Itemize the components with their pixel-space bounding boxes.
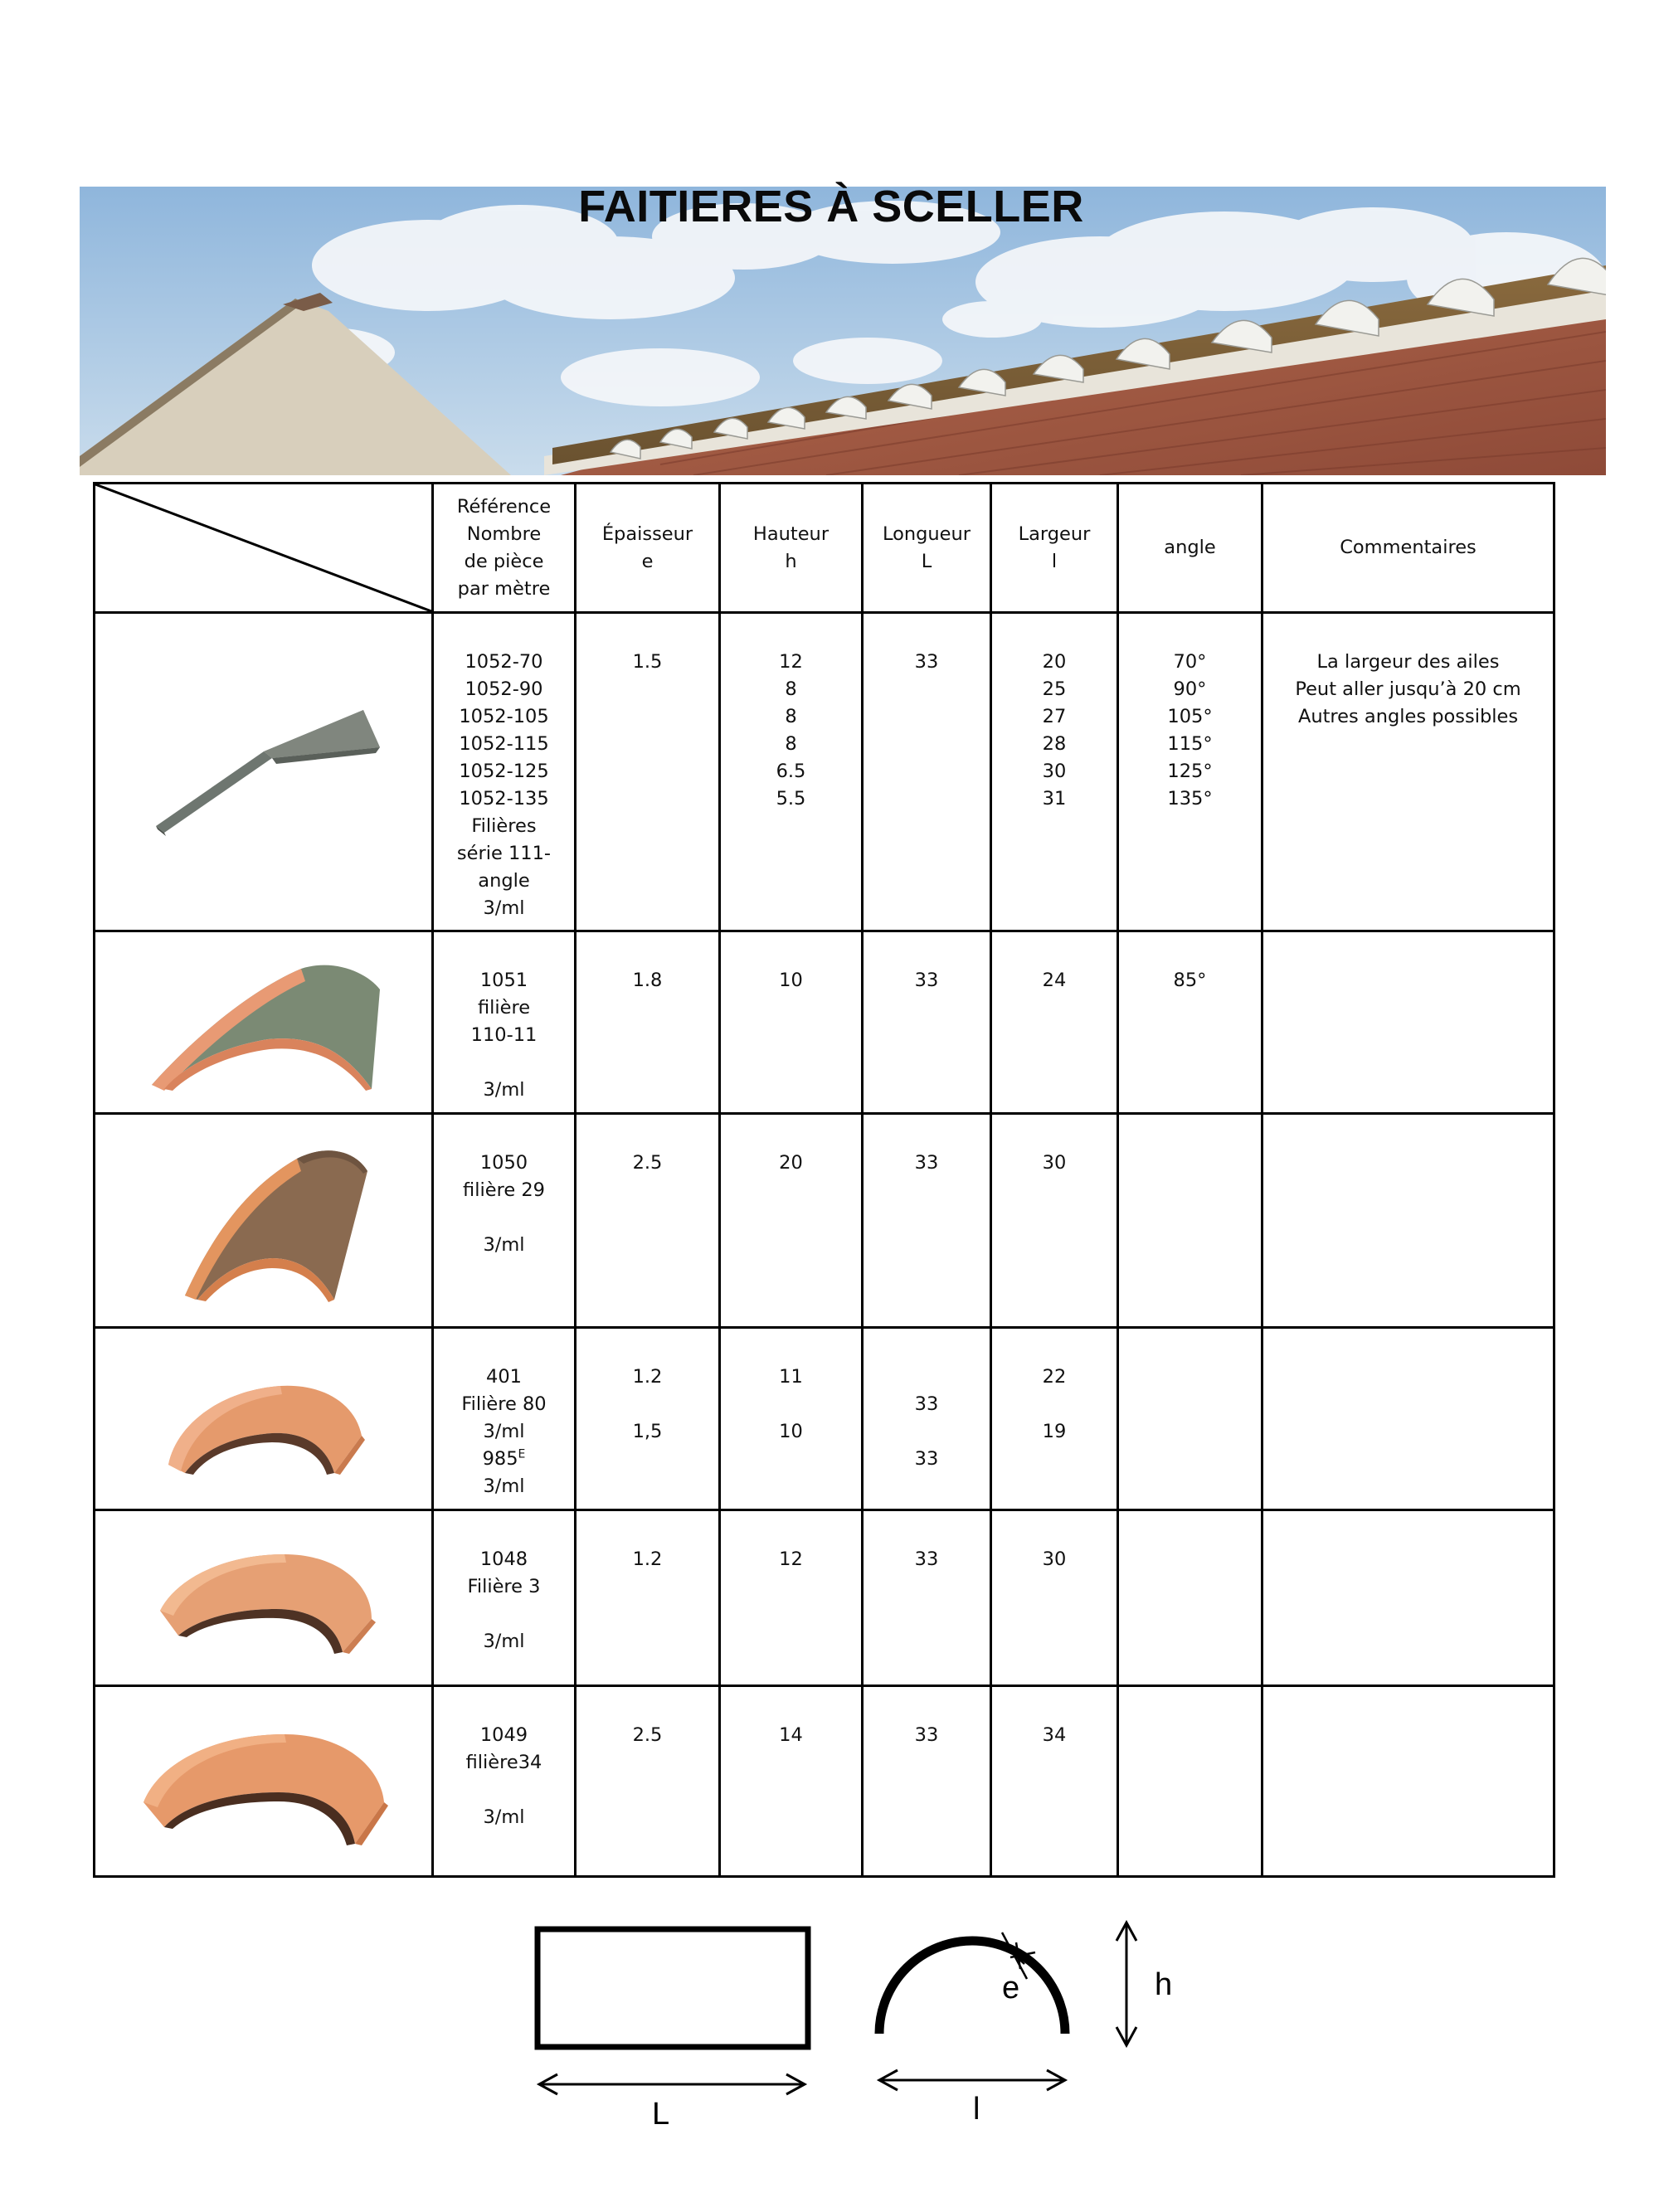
- reference-line: 110-11: [470, 1024, 538, 1046]
- reference-line: 1052-115: [459, 733, 549, 755]
- epaisseur-value: 1.2: [632, 1366, 663, 1388]
- reference-line: 1052-70: [465, 651, 543, 673]
- table-row: [95, 1328, 1554, 1510]
- largeur-cell: [991, 931, 1118, 1114]
- epaisseur-cell: [576, 1686, 720, 1877]
- largeur-value: 28: [1042, 733, 1067, 755]
- reference-line: Filières: [471, 815, 537, 837]
- table-row: [95, 931, 1554, 1114]
- header-largeur-line: l: [1051, 550, 1058, 572]
- reference-line: 3/ml: [483, 1234, 525, 1256]
- header-commentaires-line: Commentaires: [1340, 537, 1477, 558]
- angle-value: 85°: [1173, 970, 1207, 991]
- header-reference-line: Référence: [456, 495, 552, 518]
- commentaires-cell: [1262, 1114, 1554, 1328]
- angle-cell: [1118, 931, 1262, 1114]
- largeur-value: 24: [1042, 970, 1067, 991]
- angle-cell: [1118, 1510, 1262, 1686]
- length-rectangle: [538, 1929, 808, 2047]
- epaisseur-value: 1.5: [632, 651, 663, 673]
- height-arrow: [1117, 1923, 1136, 2045]
- longueur-value: 33: [914, 970, 939, 991]
- reference-line: 3/ml: [483, 897, 525, 919]
- epaisseur-cell: [576, 931, 720, 1114]
- longueur-value: [864, 1418, 990, 1446]
- green-glazed-ridge-tile-icon: [135, 948, 392, 1097]
- longueur-value: 33: [914, 651, 939, 673]
- dimension-diagram-drawing: [514, 1899, 1244, 2148]
- angle-cell: [1118, 1114, 1262, 1328]
- reference-line: [434, 1777, 574, 1804]
- brown-glazed-ridge-tile-icon: [139, 1134, 388, 1308]
- commentaires-cell: [1262, 1510, 1554, 1686]
- largeur-cell: [991, 1686, 1118, 1877]
- reference-line: 3/ml: [483, 1631, 525, 1652]
- reference-superscript: E: [518, 1447, 526, 1461]
- reference-line: 3/ml: [483, 1806, 525, 1828]
- reference-line-985: [434, 1446, 574, 1473]
- hauteur-cell: [720, 613, 863, 931]
- reference-line: Filière 3: [467, 1576, 541, 1597]
- reference-line: 1051: [479, 970, 528, 991]
- header-hauteur-line: h: [785, 550, 797, 572]
- largeur-value: 19: [1042, 1421, 1067, 1442]
- angle-cell: [1118, 613, 1262, 931]
- hauteur-value: 12: [779, 1548, 803, 1570]
- reference-line: 1048: [479, 1548, 528, 1570]
- reference-line: Filière 80: [461, 1393, 547, 1415]
- thickness-label: e: [1002, 1971, 1020, 2005]
- commentaires-cell: [1262, 1328, 1554, 1510]
- hauteur-value: [721, 1391, 861, 1418]
- largeur-value: 34: [1042, 1724, 1067, 1746]
- product-image-cell: [95, 1510, 433, 1686]
- height-label: h: [1155, 1967, 1173, 2002]
- epaisseur-cell: [576, 1114, 720, 1328]
- terracotta-ridge-tile-large-icon: [131, 1711, 397, 1852]
- angle-cell: [1118, 1328, 1262, 1510]
- reference-line: 1049: [479, 1724, 528, 1746]
- hauteur-cell: [720, 931, 863, 1114]
- angle-value: 125°: [1167, 761, 1213, 782]
- longueur-value: 33: [914, 1548, 939, 1570]
- longueur-value: 33: [914, 1448, 939, 1470]
- largeur-value: 30: [1042, 761, 1067, 782]
- header-row: [95, 484, 1554, 613]
- header-angle-line: angle: [1164, 537, 1216, 558]
- longueur-cell: [863, 613, 991, 931]
- reference-line: [434, 1204, 574, 1232]
- corner-cell: [95, 484, 433, 613]
- reference-cell: [433, 1510, 576, 1686]
- commentaires-cell: [1262, 931, 1554, 1114]
- reference-cell: [433, 1686, 576, 1877]
- table-row: [95, 1686, 1554, 1877]
- largeur-value: 31: [1042, 788, 1067, 809]
- largeur-value: 30: [1042, 1152, 1067, 1174]
- header-longueur: [863, 484, 991, 613]
- reference-cell: [433, 1328, 576, 1510]
- table-row: [95, 613, 1554, 931]
- width-label: l: [973, 2092, 980, 2127]
- page-title: FAITIERES À SCELLER: [578, 182, 1084, 231]
- hauteur-value: 10: [779, 1421, 803, 1442]
- longueur-value: 33: [914, 1152, 939, 1174]
- hauteur-value: 5.5: [776, 788, 806, 809]
- longueur-cell: [863, 1114, 991, 1328]
- largeur-cell: [991, 1328, 1118, 1510]
- largeur-value: 20: [1042, 651, 1067, 673]
- epaisseur-value: 1.8: [632, 970, 663, 991]
- largeur-value: 30: [1042, 1548, 1067, 1570]
- hauteur-value: 6.5: [776, 761, 806, 782]
- reference-line: filière: [477, 997, 531, 1018]
- ridge-tile-spec-table: [93, 482, 1555, 1878]
- header-reference-line: de pièce: [464, 550, 544, 572]
- angle-value: 135°: [1167, 788, 1213, 809]
- reference-line: 1052-90: [465, 678, 543, 700]
- header-longueur-line: L: [921, 550, 932, 572]
- width-arrow: [879, 2070, 1065, 2090]
- largeur-value: 22: [1042, 1366, 1067, 1388]
- reference-cell: [433, 1114, 576, 1328]
- longueur-cell: [863, 1328, 991, 1510]
- reference-line: [434, 1049, 574, 1077]
- longueur-value: 33: [914, 1724, 939, 1746]
- reference-line: 401: [486, 1366, 522, 1388]
- product-image-cell: [95, 1114, 433, 1328]
- largeur-cell: [991, 613, 1118, 931]
- product-image-cell: [95, 931, 433, 1114]
- reference-line: série 111-: [456, 843, 552, 864]
- header-hauteur: [720, 484, 863, 613]
- longueur-value: 33: [914, 1393, 939, 1415]
- reference-line: 1050: [479, 1152, 528, 1174]
- cross-section-arch: [879, 1941, 1065, 2034]
- hauteur-value: 8: [785, 678, 797, 700]
- hauteur-value: 11: [779, 1366, 803, 1388]
- header-epaisseur-line: Épaisseur: [601, 523, 693, 545]
- length-label: L: [652, 2097, 670, 2132]
- epaisseur-value: [577, 1391, 718, 1418]
- angle-value: 90°: [1173, 678, 1207, 700]
- header-reference-line: par mètre: [457, 577, 551, 600]
- header-epaisseur: [576, 484, 720, 613]
- reference-line: 3/ml: [483, 1421, 525, 1442]
- reference-line: 3/ml: [483, 1079, 525, 1101]
- comment-line: Autres angles possibles: [1297, 706, 1519, 727]
- hauteur-cell: [720, 1686, 863, 1877]
- header-largeur-line: Largeur: [1018, 523, 1091, 545]
- reference-line: 3/ml: [483, 1475, 525, 1497]
- product-image-cell: [95, 613, 433, 931]
- product-image-cell: [95, 1328, 433, 1510]
- angle-value: 105°: [1167, 706, 1213, 727]
- longueur-cell: [863, 1510, 991, 1686]
- commentaires-cell: [1262, 613, 1554, 931]
- angle-ridge-tile-icon: [139, 702, 388, 843]
- longueur-cell: [863, 1686, 991, 1877]
- reference-line: [434, 1601, 574, 1628]
- largeur-value: 25: [1042, 678, 1067, 700]
- table-row: [95, 1510, 1554, 1686]
- product-image-cell: [95, 1686, 433, 1877]
- header-epaisseur-line: e: [641, 550, 654, 572]
- reference-cell: [433, 931, 576, 1114]
- header-reference-line: Nombre: [466, 523, 542, 545]
- hauteur-value: 14: [779, 1724, 803, 1746]
- epaisseur-cell: [576, 613, 720, 931]
- terracotta-ridge-tile-icon: [144, 1536, 384, 1660]
- hauteur-value: 8: [785, 733, 797, 755]
- angle-value: 115°: [1167, 733, 1213, 755]
- largeur-value: [992, 1391, 1117, 1418]
- longueur-value: [864, 1364, 990, 1391]
- diagonal-divider: [95, 484, 431, 611]
- reference-line: 1052-105: [459, 706, 549, 727]
- epaisseur-value: 1.2: [632, 1548, 663, 1570]
- largeur-cell: [991, 1114, 1118, 1328]
- largeur-cell: [991, 1510, 1118, 1686]
- header-largeur: [991, 484, 1118, 613]
- largeur-value: 27: [1042, 706, 1067, 727]
- epaisseur-cell: [576, 1510, 720, 1686]
- dimension-diagram: [514, 1899, 1244, 2148]
- reference-line: filière34: [465, 1752, 542, 1773]
- header-longueur-line: Longueur: [882, 523, 971, 545]
- comment-line: La largeur des ailes: [1316, 651, 1500, 673]
- angle-value: 70°: [1173, 651, 1207, 673]
- reference-line: filière 29: [463, 1179, 545, 1201]
- longueur-cell: [863, 931, 991, 1114]
- commentaires-cell: [1262, 1686, 1554, 1877]
- hauteur-cell: [720, 1114, 863, 1328]
- epaisseur-cell: [576, 1328, 720, 1510]
- reference-text: 985: [482, 1448, 518, 1470]
- header-commentaires: [1262, 484, 1554, 613]
- hauteur-value: 8: [785, 706, 797, 727]
- length-arrow: [539, 2074, 805, 2094]
- table-row: [95, 1114, 1554, 1328]
- epaisseur-value: 1,5: [632, 1421, 663, 1442]
- hauteur-value: 10: [779, 970, 803, 991]
- hauteur-cell: [720, 1328, 863, 1510]
- terracotta-ridge-tile-icon: [156, 1357, 372, 1481]
- reference-line: angle: [478, 870, 530, 892]
- reference-cell: [433, 613, 576, 931]
- comment-line: Peut aller jusqu’à 20 cm: [1295, 678, 1521, 700]
- header-angle: [1118, 484, 1262, 613]
- header-hauteur-line: Hauteur: [752, 523, 830, 545]
- hauteur-value: 12: [779, 651, 803, 673]
- angle-cell: [1118, 1686, 1262, 1877]
- hauteur-cell: [720, 1510, 863, 1686]
- epaisseur-value: 2.5: [632, 1724, 663, 1746]
- epaisseur-value: 2.5: [632, 1152, 663, 1174]
- reference-line: 1052-135: [459, 788, 549, 809]
- header-reference: [433, 484, 576, 613]
- hauteur-value: 20: [779, 1152, 803, 1174]
- reference-line: 1052-125: [459, 761, 549, 782]
